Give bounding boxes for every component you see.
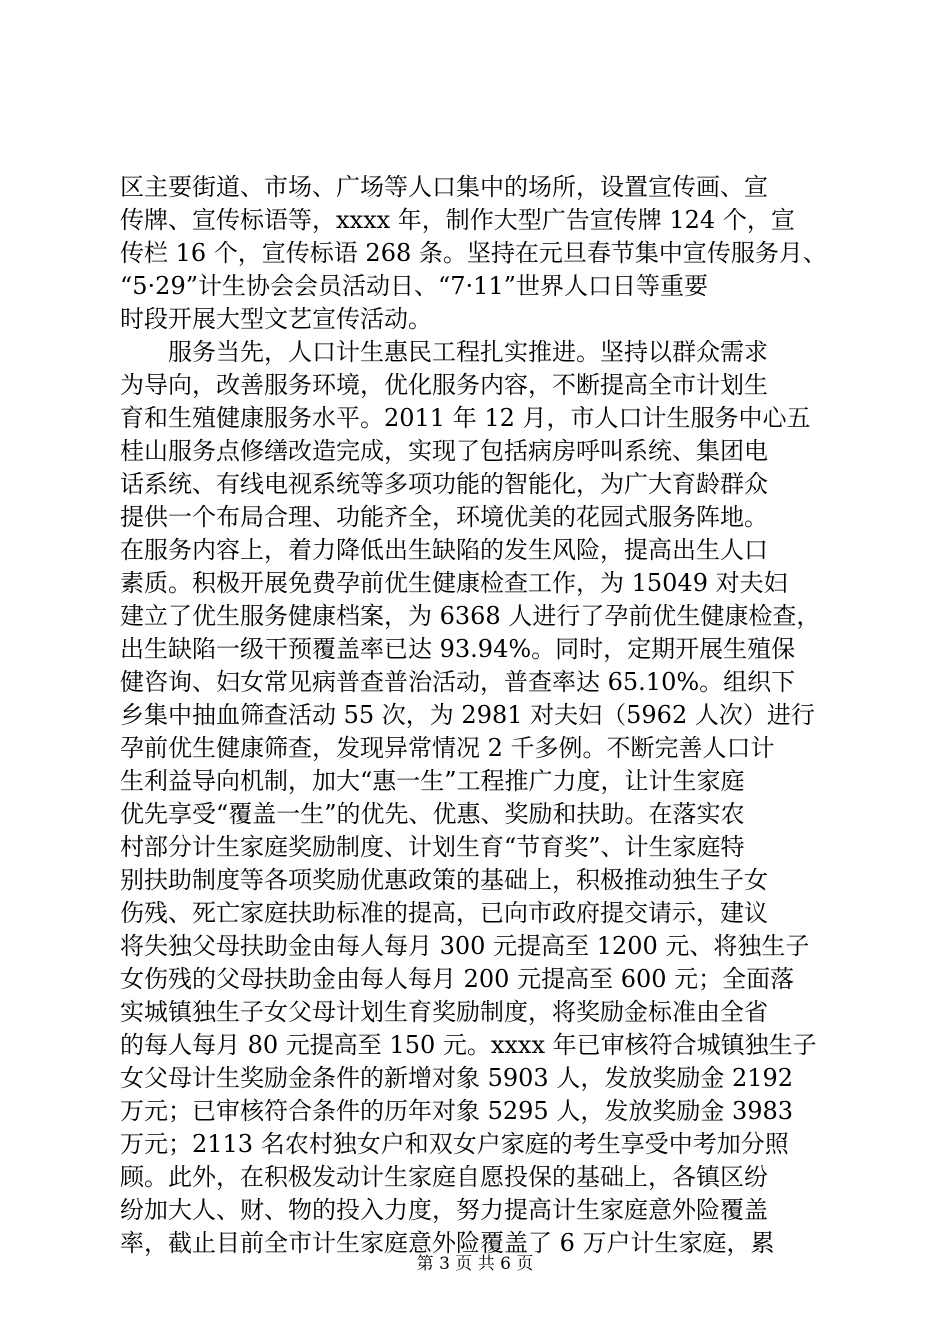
text-line-14: 建立了优生服务健康档案，为 6368 人进行了孕前优生健康检查， <box>120 602 821 630</box>
text-line-4: “5·29”计生协会会员活动日、“7·11”世界人口日等重要 <box>120 272 708 300</box>
text-line-9: 桂山服务点修缮改造完成，实现了包括病房呼叫系统、集团电 <box>120 437 768 465</box>
text-line-7: 为导向，改善服务环境，优化服务内容，不断提高全市计划生 <box>120 371 768 399</box>
text-line-12: 在服务内容上，着力降低出生缺陷的发生风险，提高出生人口 <box>120 536 768 564</box>
text-line-8: 育和生殖健康服务水平。2011 年 12 月，市人口计生服务中心五 <box>120 404 811 432</box>
paragraph-start-line: 服务当先，人口计生惠民工程扎实推进。坚持以群众需求 <box>168 338 768 366</box>
text-line-29: 万元；已审核符合条件的历年对象 5295 人，发放奖励金 3983 <box>120 1097 794 1125</box>
text-line-22: 别扶助制度等各项奖励优惠政策的基础上，积极推动独生子女 <box>120 866 768 894</box>
text-line-26: 实城镇独生子女父母计划生育奖励制度，将奖励金标准由全省 <box>120 998 768 1026</box>
text-line-10: 话系统、有线电视系统等多项功能的智能化，为广大育龄群众 <box>120 470 768 498</box>
page-footer <box>0 1252 950 1276</box>
text-line-21: 村部分计生家庭奖励制度、计划生育“节育奖”、计生家庭特 <box>120 833 745 861</box>
text-line-3: 传栏 16 个，宣传标语 268 条。坚持在元旦春节集中宣传服务月、 <box>120 239 827 267</box>
text-line-24: 将失独父母扶助金由每人每月 300 元提高至 1200 元、将独生子 <box>120 932 810 960</box>
text-line-32: 纷加大人、财、物的投入力度，努力提高计生家庭意外险覆盖 <box>120 1196 768 1224</box>
text-line-31: 顾。此外，在积极发动计生家庭自愿投保的基础上，各镇区纷 <box>120 1163 768 1191</box>
text-line-27: 的每人每月 80 元提高至 150 元。xxxx 年已审核符合城镇独生子 <box>120 1031 817 1059</box>
page-number-label: 第 3 页 共 6 页 <box>416 1254 534 1274</box>
text-line-19: 生利益导向机制，加大“惠一生”工程推广力度，让计生家庭 <box>120 767 745 795</box>
text-line-16: 健咨询、妇女常见病普查普治活动，普查率达 65.10%。组织下 <box>120 668 796 696</box>
text-line-30: 万元；2113 名农村独女户和双女户家庭的考生享受中考加分照 <box>120 1130 789 1158</box>
text-line-2: 传牌、宣传标语等，xxxx 年，制作大型广告宣传牌 124 个，宣 <box>120 206 795 234</box>
text-line-15: 出生缺陷一级干预覆盖率已达 93.94%。同时，定期开展生殖保 <box>120 635 796 663</box>
text-line-5: 时段开展大型文艺宣传活动。 <box>120 305 432 333</box>
text-line-28: 女父母计生奖励金条件的新增对象 5903 人，发放奖励金 2192 <box>120 1064 794 1092</box>
text-line-25: 女伤残的父母扶助金由每人每月 200 元提高至 600 元；全面落 <box>120 965 795 993</box>
text-line-20: 优先享受“覆盖一生”的优先、优惠、奖励和扶助。在落实农 <box>120 800 745 828</box>
text-line-1: 区主要街道、市场、广场等人口集中的场所，设置宣传画、宣 <box>120 173 768 201</box>
text-line-18: 孕前优生健康筛查，发现异常情况 2 千多例。不断完善人口计 <box>120 734 775 762</box>
text-line-13: 素质。积极开展免费孕前优生健康检查工作，为 15049 对夫妇 <box>120 569 788 597</box>
text-line-11: 提供一个布局合理、功能齐全，环境优美的花园式服务阵地。 <box>120 503 768 531</box>
text-line-23: 伤残、死亡家庭扶助标准的提高，已向市政府提交请示，建议 <box>120 899 768 927</box>
text-line-33: 率，截止目前全市计生家庭意外险覆盖了 6 万户计生家庭，累 <box>120 1229 775 1257</box>
body-text <box>120 171 834 1260</box>
text-line-17: 乡集中抽血筛查活动 55 次，为 2981 对夫妇（5962 人次）进行 <box>120 701 815 729</box>
